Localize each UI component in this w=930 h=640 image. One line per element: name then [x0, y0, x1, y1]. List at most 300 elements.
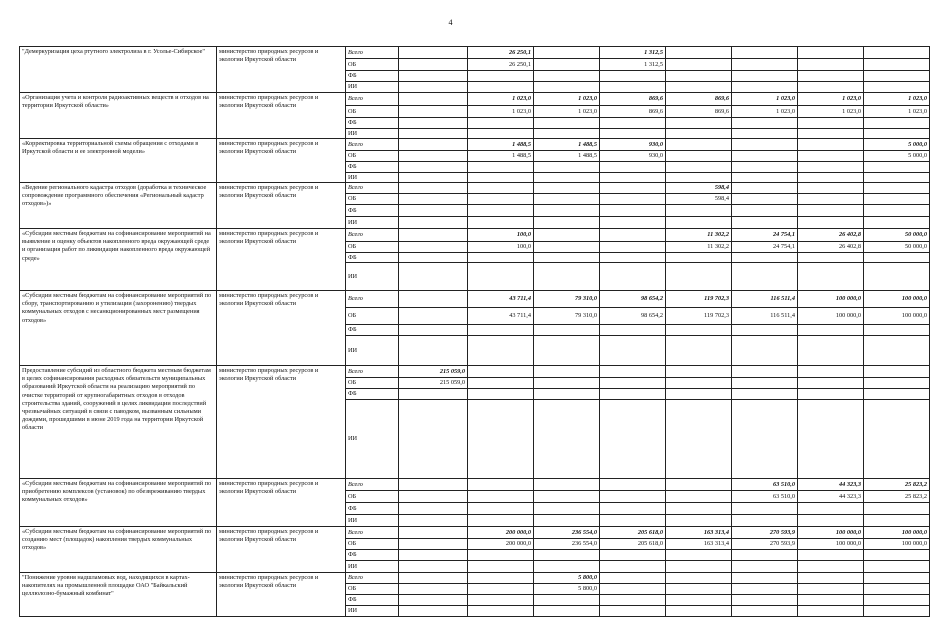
amount-cell: 270 593,9: [732, 527, 798, 539]
amount-cell: 1 023,0: [864, 93, 930, 106]
amount-cell: [600, 479, 666, 491]
amount-cell: 116 511,4: [732, 308, 798, 325]
responsible-organization: министерство природных ресурсов и экологии Иркутской области: [217, 291, 346, 366]
funding-source-label: ОБ: [346, 378, 399, 389]
amount-cell: [666, 400, 732, 479]
amount-cell: [468, 336, 534, 366]
funding-source-label: Всего: [346, 366, 399, 378]
amount-cell: [468, 366, 534, 378]
amount-cell: 25 823,2: [864, 479, 930, 491]
amount-cell: [798, 47, 864, 59]
amount-cell: [399, 606, 468, 617]
amount-cell: 1 023,0: [468, 93, 534, 106]
amount-cell: [732, 47, 798, 59]
amount-cell: 869,6: [600, 106, 666, 118]
amount-cell: 26 250,1: [468, 47, 534, 59]
funding-source-label: ФБ: [346, 550, 399, 561]
amount-cell: [666, 217, 732, 229]
table-row: [20, 366, 930, 378]
amount-cell: [534, 550, 600, 561]
amount-cell: 1 488,5: [534, 139, 600, 151]
amount-cell: [732, 139, 798, 151]
amount-cell: [798, 59, 864, 71]
measure-name: "Понижение уровня надшламовых вод, находящихся в картах-накопителях на промышленной площадке ОАО "Байкальский целлюлозно-бумажный комбинат": [20, 573, 217, 617]
funding-source-label: ФБ: [346, 389, 399, 400]
amount-cell: 163 313,4: [666, 527, 732, 539]
funding-source-label: ИИ: [346, 515, 399, 527]
amount-cell: 63 510,0: [732, 491, 798, 503]
funding-source-label: ФБ: [346, 118, 399, 129]
amount-cell: 1 312,5: [600, 47, 666, 59]
amount-cell: [600, 229, 666, 242]
amount-cell: [600, 366, 666, 378]
amount-cell: [600, 253, 666, 263]
amount-cell: [600, 389, 666, 400]
amount-cell: [399, 561, 468, 573]
amount-cell: [534, 561, 600, 573]
amount-cell: 50 000,0: [864, 229, 930, 242]
amount-cell: [534, 366, 600, 378]
amount-cell: [732, 550, 798, 561]
amount-cell: 98 654,2: [600, 308, 666, 325]
amount-cell: [864, 595, 930, 606]
amount-cell: 44 323,3: [798, 479, 864, 491]
amount-cell: [798, 325, 864, 336]
amount-cell: [732, 151, 798, 162]
amount-cell: [798, 606, 864, 617]
amount-cell: [864, 173, 930, 183]
amount-cell: [732, 253, 798, 263]
amount-cell: 100 000,0: [864, 527, 930, 539]
table-row: [20, 573, 930, 584]
measure-name: Предоставление субсидий из областного бюджета местным бюджетам в целях софинансирования расходных обязательств муниципальных образований Иркутской области на реализацию мероприятий по очистке территорий от крупногабаритных отходов в отходов строительства зданий, сооружений в целях ликвидации последствий чрезвычайных ситуаций в связи с паводком, вызванным сильными дождями, прошедшими в июне 2019 года на территории Иркутской области: [20, 366, 217, 479]
amount-cell: [399, 291, 468, 308]
amount-cell: [666, 515, 732, 527]
amount-cell: [399, 183, 468, 194]
amount-cell: [666, 82, 732, 93]
amount-cell: 26 250,1: [468, 59, 534, 71]
funding-source-label: ОБ: [346, 539, 399, 550]
amount-cell: [732, 561, 798, 573]
amount-cell: [666, 205, 732, 217]
amount-cell: [399, 308, 468, 325]
amount-cell: [732, 336, 798, 366]
amount-cell: [798, 183, 864, 194]
amount-cell: [666, 366, 732, 378]
table-row: [20, 291, 930, 308]
amount-cell: 1 023,0: [468, 106, 534, 118]
amount-cell: 44 323,3: [798, 491, 864, 503]
measure-name: "Демеркуризация цеха ртутного электролиза в г. Усолье-Сибирское": [20, 47, 217, 93]
amount-cell: 270 593,9: [732, 539, 798, 550]
funding-source-label: ФБ: [346, 253, 399, 263]
funding-source-label: ФБ: [346, 71, 399, 82]
amount-cell: [732, 71, 798, 82]
amount-cell: [798, 118, 864, 129]
amount-cell: [798, 515, 864, 527]
amount-cell: 43 711,4: [468, 308, 534, 325]
table-row: [20, 139, 930, 151]
amount-cell: [468, 400, 534, 479]
amount-cell: [600, 205, 666, 217]
amount-cell: [864, 573, 930, 584]
page-number: 4: [448, 18, 453, 27]
amount-cell: [468, 194, 534, 205]
amount-cell: [399, 151, 468, 162]
amount-cell: [600, 606, 666, 617]
amount-cell: [534, 263, 600, 291]
amount-cell: [732, 366, 798, 378]
amount-cell: 869,6: [666, 93, 732, 106]
responsible-organization: министерство природных ресурсов и экологии Иркутской области: [217, 93, 346, 139]
amount-cell: 100 000,0: [798, 527, 864, 539]
measure-name: «Субсидии местным бюджетам на софинансирование мероприятий по созданию мест (площадок) накопления твердых коммунальных отходов»: [20, 527, 217, 573]
amount-cell: [666, 129, 732, 139]
amount-cell: [864, 162, 930, 173]
funding-source-label: ОБ: [346, 491, 399, 503]
funding-source-label: Всего: [346, 229, 399, 242]
amount-cell: [666, 118, 732, 129]
amount-cell: [534, 253, 600, 263]
amount-cell: 1 312,5: [600, 59, 666, 71]
amount-cell: 100 000,0: [864, 539, 930, 550]
amount-cell: [534, 82, 600, 93]
amount-cell: [399, 59, 468, 71]
amount-cell: [600, 162, 666, 173]
amount-cell: [399, 479, 468, 491]
amount-cell: [666, 503, 732, 515]
amount-cell: [534, 205, 600, 217]
amount-cell: [732, 400, 798, 479]
amount-cell: [468, 205, 534, 217]
amount-cell: [666, 71, 732, 82]
amount-cell: [534, 129, 600, 139]
amount-cell: 869,6: [666, 106, 732, 118]
funding-source-label: ФБ: [346, 595, 399, 606]
amount-cell: [534, 491, 600, 503]
responsible-organization: министерство природных ресурсов и экологии Иркутской области: [217, 229, 346, 291]
amount-cell: [732, 129, 798, 139]
amount-cell: 100,0: [468, 229, 534, 242]
amount-cell: 215 059,0: [399, 378, 468, 389]
amount-cell: [399, 205, 468, 217]
table-row: [20, 479, 930, 491]
amount-cell: 200 000,0: [468, 527, 534, 539]
amount-cell: [468, 253, 534, 263]
amount-cell: [468, 606, 534, 617]
amount-cell: 1 023,0: [798, 106, 864, 118]
amount-cell: [864, 400, 930, 479]
amount-cell: [864, 47, 930, 59]
measure-name: «Субсидии местным бюджетам на софинансирование мероприятий по сбору, транспортированию и утилизации (захоронению) твердых коммунальных отходов с несанкционированных мест размещения отходов»: [20, 291, 217, 366]
amount-cell: [666, 47, 732, 59]
amount-cell: [399, 595, 468, 606]
funding-source-label: ОБ: [346, 106, 399, 118]
amount-cell: [864, 503, 930, 515]
amount-cell: 1 023,0: [864, 106, 930, 118]
amount-cell: [798, 400, 864, 479]
amount-cell: [399, 82, 468, 93]
amount-cell: [399, 229, 468, 242]
amount-cell: [798, 205, 864, 217]
amount-cell: [534, 400, 600, 479]
amount-cell: [600, 378, 666, 389]
amount-cell: [798, 139, 864, 151]
amount-cell: [399, 491, 468, 503]
amount-cell: [732, 515, 798, 527]
amount-cell: [468, 503, 534, 515]
amount-cell: [864, 325, 930, 336]
amount-cell: [399, 47, 468, 59]
amount-cell: [534, 503, 600, 515]
amount-cell: [399, 515, 468, 527]
amount-cell: [864, 183, 930, 194]
amount-cell: [600, 82, 666, 93]
amount-cell: [864, 129, 930, 139]
amount-cell: 5 000,0: [864, 139, 930, 151]
amount-cell: [600, 491, 666, 503]
amount-cell: [600, 561, 666, 573]
amount-cell: [600, 584, 666, 595]
amount-cell: 163 313,4: [666, 539, 732, 550]
amount-cell: [468, 118, 534, 129]
funding-source-label: Всего: [346, 47, 399, 59]
funding-source-label: ИИ: [346, 606, 399, 617]
amount-cell: 100 000,0: [864, 308, 930, 325]
responsible-organization: министерство природных ресурсов и экологии Иркутской области: [217, 573, 346, 617]
amount-cell: [600, 503, 666, 515]
amount-cell: [666, 263, 732, 291]
funding-source-label: ФБ: [346, 503, 399, 515]
amount-cell: [534, 515, 600, 527]
amount-cell: [399, 400, 468, 479]
funding-source-label: Всего: [346, 527, 399, 539]
responsible-organization: министерство природных ресурсов и экологии Иркутской области: [217, 139, 346, 183]
amount-cell: [798, 162, 864, 173]
amount-cell: [798, 173, 864, 183]
amount-cell: [399, 217, 468, 229]
funding-source-label: ФБ: [346, 162, 399, 173]
amount-cell: [468, 162, 534, 173]
funding-source-label: Всего: [346, 183, 399, 194]
amount-cell: [798, 595, 864, 606]
responsible-organization: министерство природных ресурсов и экологии Иркутской области: [217, 366, 346, 479]
amount-cell: [666, 336, 732, 366]
amount-cell: [600, 515, 666, 527]
amount-cell: [864, 263, 930, 291]
amount-cell: [798, 151, 864, 162]
amount-cell: 26 402,8: [798, 229, 864, 242]
amount-cell: [798, 584, 864, 595]
amount-cell: [864, 389, 930, 400]
amount-cell: 1 023,0: [732, 93, 798, 106]
amount-cell: [399, 389, 468, 400]
amount-cell: [732, 263, 798, 291]
funding-source-label: Всего: [346, 479, 399, 491]
amount-cell: [732, 503, 798, 515]
amount-cell: [732, 595, 798, 606]
funding-source-label: ИИ: [346, 400, 399, 479]
amount-cell: [468, 561, 534, 573]
amount-cell: [600, 595, 666, 606]
amount-cell: [600, 400, 666, 479]
funding-source-label: Всего: [346, 291, 399, 308]
amount-cell: [732, 173, 798, 183]
amount-cell: [666, 550, 732, 561]
amount-cell: 63 510,0: [732, 479, 798, 491]
amount-cell: [864, 205, 930, 217]
amount-cell: 25 823,2: [864, 491, 930, 503]
amount-cell: [399, 584, 468, 595]
responsible-organization: министерство природных ресурсов и экологии Иркутской области: [217, 527, 346, 573]
amount-cell: [534, 378, 600, 389]
amount-cell: [399, 242, 468, 253]
amount-cell: 98 654,2: [600, 291, 666, 308]
funding-source-label: ИИ: [346, 561, 399, 573]
responsible-organization: министерство природных ресурсов и экологии Иркутской области: [217, 183, 346, 229]
amount-cell: [534, 242, 600, 253]
amount-cell: 50 000,0: [864, 242, 930, 253]
amount-cell: [798, 336, 864, 366]
amount-cell: [600, 129, 666, 139]
amount-cell: 1 488,5: [468, 151, 534, 162]
amount-cell: [864, 515, 930, 527]
amount-cell: [666, 389, 732, 400]
funding-source-label: Всего: [346, 573, 399, 584]
amount-cell: [468, 573, 534, 584]
amount-cell: [534, 162, 600, 173]
amount-cell: 1 023,0: [534, 106, 600, 118]
table-row: [20, 93, 930, 106]
amount-cell: 930,0: [600, 151, 666, 162]
amount-cell: [666, 491, 732, 503]
amount-cell: [468, 491, 534, 503]
amount-cell: [864, 194, 930, 205]
amount-cell: 43 711,4: [468, 291, 534, 308]
amount-cell: [399, 106, 468, 118]
amount-cell: [864, 253, 930, 263]
amount-cell: [798, 129, 864, 139]
amount-cell: 1 488,5: [468, 139, 534, 151]
amount-cell: [534, 47, 600, 59]
amount-cell: 5 800,0: [534, 573, 600, 584]
amount-cell: [666, 561, 732, 573]
amount-cell: 200 000,0: [468, 539, 534, 550]
amount-cell: [534, 173, 600, 183]
amount-cell: 116 511,4: [732, 291, 798, 308]
amount-cell: [864, 584, 930, 595]
measure-name: «Корректировка территориальной схемы обращения с отходами в Иркутской области и ее электронной модели»: [20, 139, 217, 183]
funding-source-label: ИИ: [346, 82, 399, 93]
amount-cell: [468, 263, 534, 291]
amount-cell: [798, 503, 864, 515]
amount-cell: [600, 573, 666, 584]
amount-cell: 100 000,0: [798, 308, 864, 325]
amount-cell: 598,4: [666, 194, 732, 205]
funding-source-label: ФБ: [346, 325, 399, 336]
amount-cell: [534, 595, 600, 606]
amount-cell: [399, 118, 468, 129]
amount-cell: [600, 71, 666, 82]
amount-cell: 205 618,0: [600, 539, 666, 550]
amount-cell: [864, 366, 930, 378]
measure-name: «Ведение регионального кадастра отходов (доработка и техническое сопровождение программного обеспечения «Региональный кадастр отходов»)»: [20, 183, 217, 229]
amount-cell: [399, 93, 468, 106]
amount-cell: [798, 82, 864, 93]
amount-cell: 100 000,0: [798, 539, 864, 550]
amount-cell: [399, 173, 468, 183]
amount-cell: [468, 515, 534, 527]
amount-cell: [468, 325, 534, 336]
amount-cell: 24 754,1: [732, 229, 798, 242]
amount-cell: [666, 139, 732, 151]
measure-name: «Организация учета и контроля радиоактивных веществ и отходов на территории Иркутской области»: [20, 93, 217, 139]
amount-cell: [600, 173, 666, 183]
measure-name: «Субсидии местным бюджетам на софинансирование мероприятий по приобретению комплексов (установок) по обезвреживанию твердых коммунальных отходов»: [20, 479, 217, 527]
amount-cell: [798, 389, 864, 400]
amount-cell: [468, 550, 534, 561]
amount-cell: 5 800,0: [534, 584, 600, 595]
funding-table: [19, 46, 930, 617]
amount-cell: [798, 561, 864, 573]
table-row: [20, 47, 930, 59]
amount-cell: [399, 325, 468, 336]
amount-cell: [666, 584, 732, 595]
amount-cell: [468, 595, 534, 606]
amount-cell: 100 000,0: [864, 291, 930, 308]
amount-cell: [534, 118, 600, 129]
amount-cell: [798, 378, 864, 389]
amount-cell: [798, 253, 864, 263]
amount-cell: [666, 253, 732, 263]
amount-cell: [732, 118, 798, 129]
amount-cell: 24 754,1: [732, 242, 798, 253]
funding-source-label: ИИ: [346, 336, 399, 366]
amount-cell: [534, 194, 600, 205]
amount-cell: [534, 59, 600, 71]
table-row: [20, 183, 930, 194]
amount-cell: 236 554,0: [534, 527, 600, 539]
amount-cell: [864, 71, 930, 82]
amount-cell: [864, 378, 930, 389]
funding-source-label: ИИ: [346, 217, 399, 229]
amount-cell: [600, 118, 666, 129]
amount-cell: [798, 71, 864, 82]
amount-cell: [864, 550, 930, 561]
funding-source-label: ОБ: [346, 194, 399, 205]
amount-cell: 869,6: [600, 93, 666, 106]
amount-cell: [468, 584, 534, 595]
amount-cell: [468, 389, 534, 400]
amount-cell: [600, 242, 666, 253]
amount-cell: 119 702,3: [666, 291, 732, 308]
amount-cell: [666, 573, 732, 584]
amount-cell: 598,4: [666, 183, 732, 194]
amount-cell: 5 000,0: [864, 151, 930, 162]
amount-cell: [732, 194, 798, 205]
amount-cell: [666, 325, 732, 336]
amount-cell: [732, 205, 798, 217]
amount-cell: 11 302,2: [666, 242, 732, 253]
amount-cell: [534, 229, 600, 242]
amount-cell: [732, 183, 798, 194]
amount-cell: [399, 336, 468, 366]
amount-cell: 79 310,0: [534, 291, 600, 308]
amount-cell: [600, 263, 666, 291]
amount-cell: [798, 366, 864, 378]
amount-cell: [666, 151, 732, 162]
funding-source-label: ИИ: [346, 263, 399, 291]
